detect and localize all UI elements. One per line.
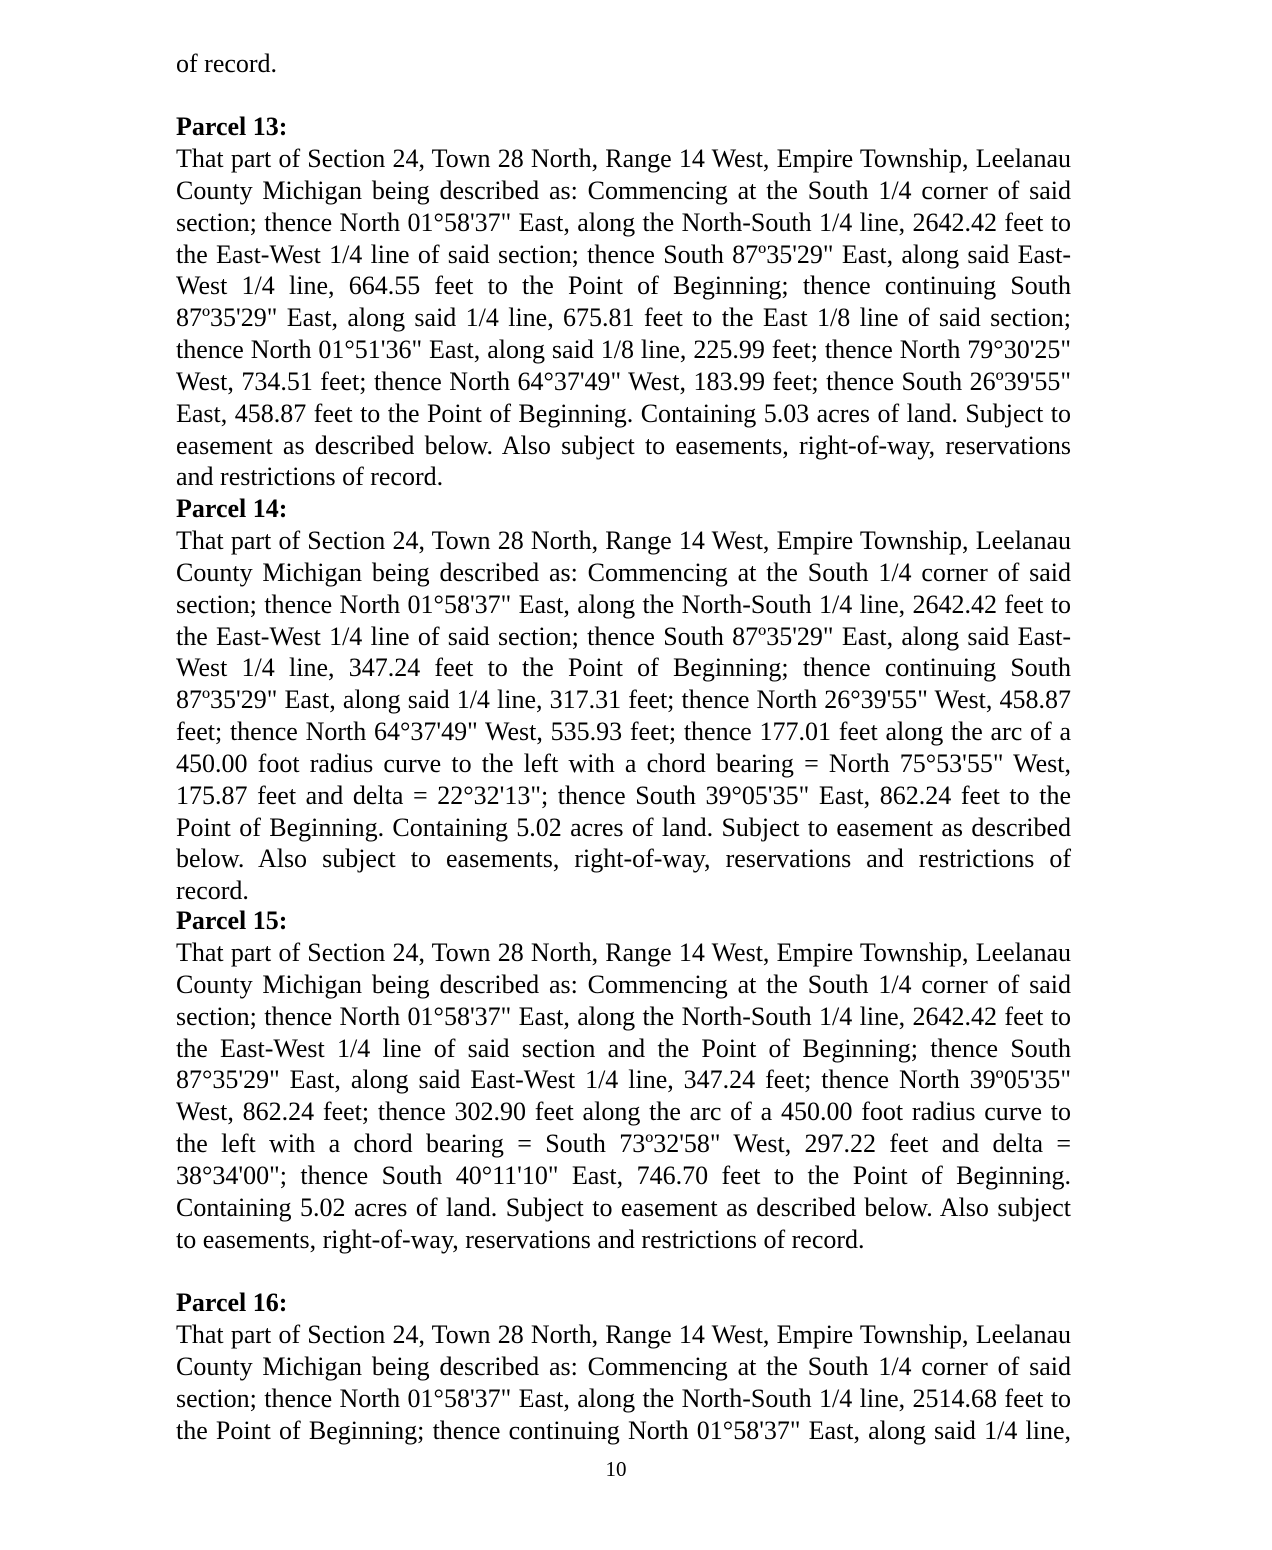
parcel-15-heading: Parcel 15: — [176, 906, 288, 935]
parcel-13-description: That part of Section 24, Town 28 North, Range 14 West, Empire Township, Leelanau County Michigan being described as: Commencing at the South 1/4 corner of said section; thence North 01°58'37" East, along the North-South 1/4 line, 2642.42 feet to the East-West 1/4 line of said section; thence South 87º35'29" East, along said East-West 1/4 line, 664.55 feet to the Point of Beginning; thence continuing South 87º35'29" East, along said 1/4 line, 675.81 feet to the East 1/8 line of said section; thence North 01°51'36" East, along said 1/8 line, 225.99 feet; thence North 79°30'25" West, 734.51 feet; thence North 64°37'49" West, 183.99 feet; thence South 26º39'55" East, 458.87 feet to the Point of Beginning. Containing 5.03 acres of land. Subject to easement as described below. Also subject to easements, right-of-way, reservations and restrictions of record. — [176, 144, 1071, 492]
parcel-14-heading: Parcel 14: — [176, 494, 288, 523]
parcel-15-description: That part of Section 24, Town 28 North, Range 14 West, Empire Township, Leelanau County Michigan being described as: Commencing at the South 1/4 corner of said section; thence North 01°58'37" East, along the North-South 1/4 line, 2642.42 feet to the East-West 1/4 line of said section and the Point of Beginning; thence South 87°35'29" East, along said East-West 1/4 line, 347.24 feet; thence North 39º05'35" West, 862.24 feet; thence 302.90 feet along the arc of a 450.00 foot radius curve to the left with a chord bearing = South 73º32'58" West, 297.22 feet and delta = 38°34'00"; thence South 40°11'10" East, 746.70 feet to the Point of Beginning. Containing 5.02 acres of land. Subject to easement as described below. Also subject to easements, right-of-way, reservations and restrictions of record. — [176, 938, 1071, 1254]
parcel-14-description: That part of Section 24, Town 28 North, Range 14 West, Empire Township, Leelanau County Michigan being described as: Commencing at the South 1/4 corner of said section; thence North 01°58'37" East, along the North-South 1/4 line, 2642.42 feet to the East-West 1/4 line of said section; thence South 87º35'29" East, along said East-West 1/4 line, 347.24 feet to the Point of Beginning; thence continuing South 87º35'29" East, along said 1/4 line, 317.31 feet; thence North 26°39'55" West, 458.87 feet; thence North 64°37'49" West, 535.93 feet; thence 177.01 feet along the arc of a 450.00 foot radius curve to the left with a chord bearing = North 75°53'55" West, 175.87 feet and delta = 22°32'13"; thence South 39°05'35" East, 862.24 feet to the Point of Beginning. Containing 5.02 acres of land. Subject to easement as described below. Also subject to easements, right-of-way, reservations and restrictions of record. — [176, 526, 1071, 906]
parcel-16-heading: Parcel 16: — [176, 1288, 288, 1317]
parcel-16-description: That part of Section 24, Town 28 North, Range 14 West, Empire Township, Leelanau County Michigan being described as: Commencing at the South 1/4 corner of said section; thence North 01°58'37" East, along the North-South 1/4 line, 2514.68 feet to the Point of Beginning; thence continuing North 01°58'37" East, along said 1/4 line, — [176, 1320, 1071, 1445]
page-number: 10 — [605, 1457, 627, 1481]
parcel-13-heading: Parcel 13: — [176, 112, 288, 141]
lead-in-text: of record. — [176, 49, 278, 78]
